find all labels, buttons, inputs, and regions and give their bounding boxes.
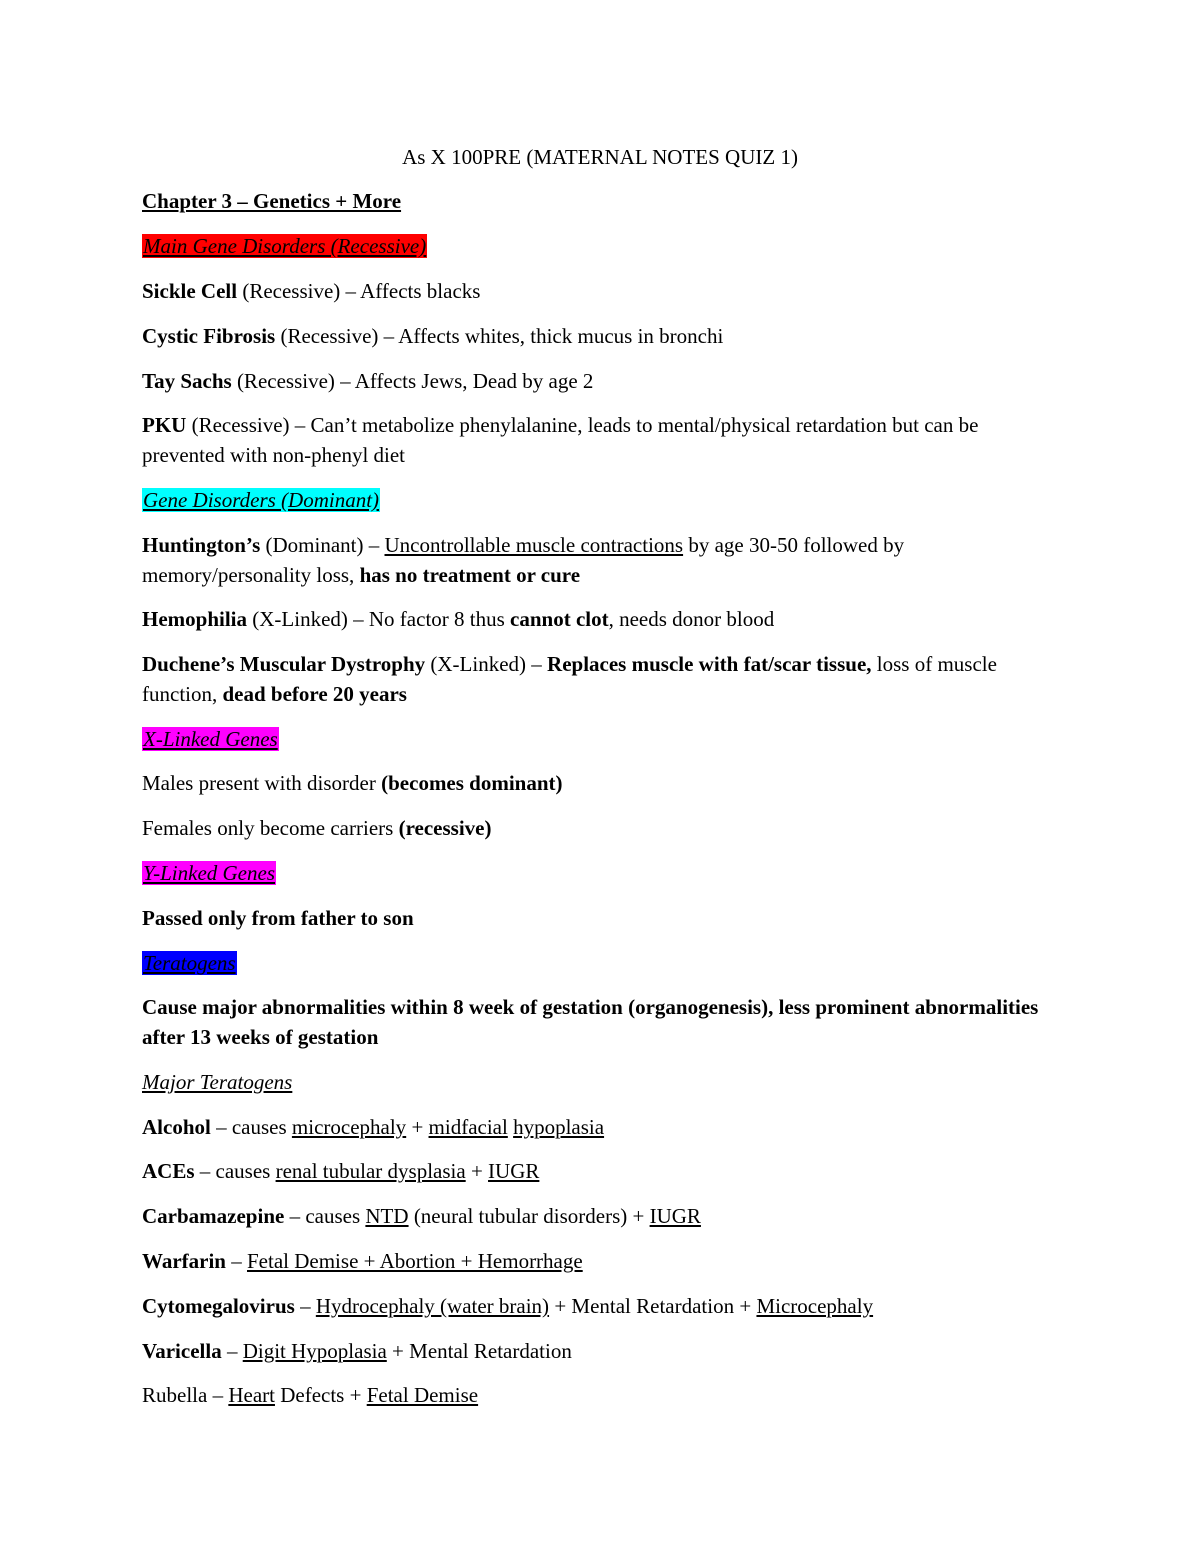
hemophilia-entry [142, 604, 1062, 634]
x-linked-males-text: Males present with disorder [142, 771, 382, 795]
y-linked-line [142, 903, 1062, 933]
cystic-fibrosis-entry [142, 321, 1062, 351]
duchene-bold-end: dead before 20 years [222, 682, 407, 706]
chapter-heading-text: Chapter 3 – Genetics + More [142, 189, 402, 213]
cmv-effect-1: Hydrocephaly (water brain) [315, 1294, 550, 1318]
rubella-effect-1: Heart [228, 1383, 275, 1407]
varicella-effect-1: Digit Hypoplasia [242, 1339, 387, 1363]
duchene-bold-mid: Replaces muscle with fat/scar tissue, [547, 652, 872, 676]
major-teratogens-heading: Major Teratogens [142, 1070, 293, 1094]
warfarin-effect: Fetal Demise + Abortion + Hemorrhage [247, 1249, 583, 1273]
alcohol-effect-3: hypoplasia [513, 1115, 605, 1139]
varicella-name: Varicella [142, 1339, 222, 1363]
teratogens-summary [142, 992, 1062, 1052]
carbamazepine-entry [142, 1201, 1062, 1231]
aces-dash: – causes [194, 1159, 276, 1183]
teratogens-heading-line [142, 948, 1062, 978]
hemophilia-part1: (X-Linked) – No factor 8 thus [247, 607, 511, 631]
cmv-effect-2: Microcephaly [756, 1294, 874, 1318]
document-title: As X 100PRE (MATERNAL NOTES QUIZ 1) [402, 145, 798, 169]
pku-name: PKU [142, 413, 187, 437]
y-linked-text: Passed only from father to son [142, 906, 414, 930]
y-linked-heading-line [142, 858, 1062, 888]
rubella-entry [142, 1380, 1062, 1410]
recessive-heading-line [142, 231, 1062, 261]
tay-sachs-desc: (Recessive) – Affects Jews, Dead by age 2 [231, 369, 594, 393]
carbamazepine-mid: (neural tubular disorders) + [408, 1204, 650, 1228]
duchene-name: Duchene’s Muscular Dystrophy [142, 652, 426, 676]
dominant-heading-line [142, 485, 1062, 515]
cmv-entry [142, 1291, 1062, 1321]
huntington-part1: (Dominant) – [260, 533, 385, 557]
huntington-entry [142, 530, 1062, 590]
aces-name: ACEs [142, 1159, 195, 1183]
warfarin-name: Warfarin [142, 1249, 226, 1273]
varicella-mid: + Mental Retardation [386, 1339, 572, 1363]
pku-entry [142, 410, 1062, 470]
varicella-entry [142, 1336, 1062, 1366]
aces-effect-1: renal tubular dysplasia [275, 1159, 466, 1183]
x-linked-males [142, 768, 1062, 798]
chapter-heading [142, 186, 1062, 216]
hemophilia-bold: cannot clot [510, 607, 609, 631]
duchene-part1: (X-Linked) – [425, 652, 548, 676]
hemophilia-name: Hemophilia [142, 607, 248, 631]
carbamazepine-name: Carbamazepine [142, 1204, 285, 1228]
tay-sachs-entry [142, 366, 1062, 396]
sickle-cell-name: Sickle Cell [142, 279, 238, 303]
major-teratogens-heading-line [142, 1067, 1062, 1097]
x-linked-males-bold: (becomes dominant) [381, 771, 563, 795]
rubella-name: Rubella [142, 1383, 208, 1407]
cmv-dash: – [294, 1294, 316, 1318]
hemophilia-part2: , needs donor blood [608, 607, 775, 631]
cmv-mid: + Mental Retardation + [549, 1294, 757, 1318]
duchene-entry [142, 649, 1062, 709]
alcohol-plus: + [406, 1115, 429, 1139]
cystic-fibrosis-desc: (Recessive) – Affects whites, thick mucus in bronchi [275, 324, 724, 348]
rubella-mid: Defects + [274, 1383, 367, 1407]
alcohol-entry [142, 1112, 1062, 1142]
aces-plus: + [465, 1159, 489, 1183]
x-linked-females-bold: (recessive) [398, 816, 492, 840]
y-linked-heading: Y-Linked Genes [143, 861, 275, 885]
x-linked-females-text: Females only become carriers [142, 816, 399, 840]
huntington-underlined: Uncontrollable muscle contractions [384, 533, 684, 557]
x-linked-females [142, 813, 1062, 843]
teratogens-heading: Teratogens [143, 951, 236, 975]
duchene-part2: loss of muscle function, [142, 652, 997, 706]
alcohol-effect-1: microcephaly [291, 1115, 407, 1139]
rubella-effect-2: Fetal Demise [366, 1383, 479, 1407]
carbamazepine-dash: – causes [284, 1204, 366, 1228]
x-linked-heading: X-Linked Genes [143, 727, 278, 751]
alcohol-effect-2: midfacial [428, 1115, 508, 1139]
dominant-heading: Gene Disorders (Dominant) [143, 488, 380, 512]
cystic-fibrosis-name: Cystic Fibrosis [142, 324, 276, 348]
aces-entry [142, 1156, 1062, 1186]
warfarin-entry [142, 1246, 1062, 1276]
carbamazepine-effect-2: IUGR [649, 1204, 701, 1228]
alcohol-dash: – causes [210, 1115, 292, 1139]
cmv-name: Cytomegalovirus [142, 1294, 295, 1318]
warfarin-dash: – [226, 1249, 247, 1273]
huntington-part2: by age 30-50 followed by memory/personality loss, [142, 533, 905, 587]
varicella-dash: – [221, 1339, 243, 1363]
x-linked-heading-line [142, 724, 1062, 754]
alcohol-name: Alcohol [142, 1115, 211, 1139]
aces-effect-2: IUGR [488, 1159, 540, 1183]
carbamazepine-effect-1: NTD [365, 1204, 409, 1228]
rubella-dash: – [207, 1383, 229, 1407]
huntington-bold-end: has no treatment or cure [359, 563, 581, 587]
huntington-name: Huntington’s [142, 533, 261, 557]
teratogens-summary-text: Cause major abnormalities within 8 week of gestation (organogenesis), less prominent abnormalities after 13 weeks of gestation [142, 995, 1039, 1049]
sickle-cell-entry [142, 276, 1062, 306]
pku-desc: (Recessive) – Can’t metabolize phenylalanine, leads to mental/physical retardation but can be prevented with non-phenyl diet [142, 413, 979, 467]
tay-sachs-name: Tay Sachs [142, 369, 232, 393]
sickle-cell-desc: (Recessive) – Affects blacks [237, 279, 481, 303]
recessive-heading: Main Gene Disorders (Recessive) [143, 234, 427, 258]
